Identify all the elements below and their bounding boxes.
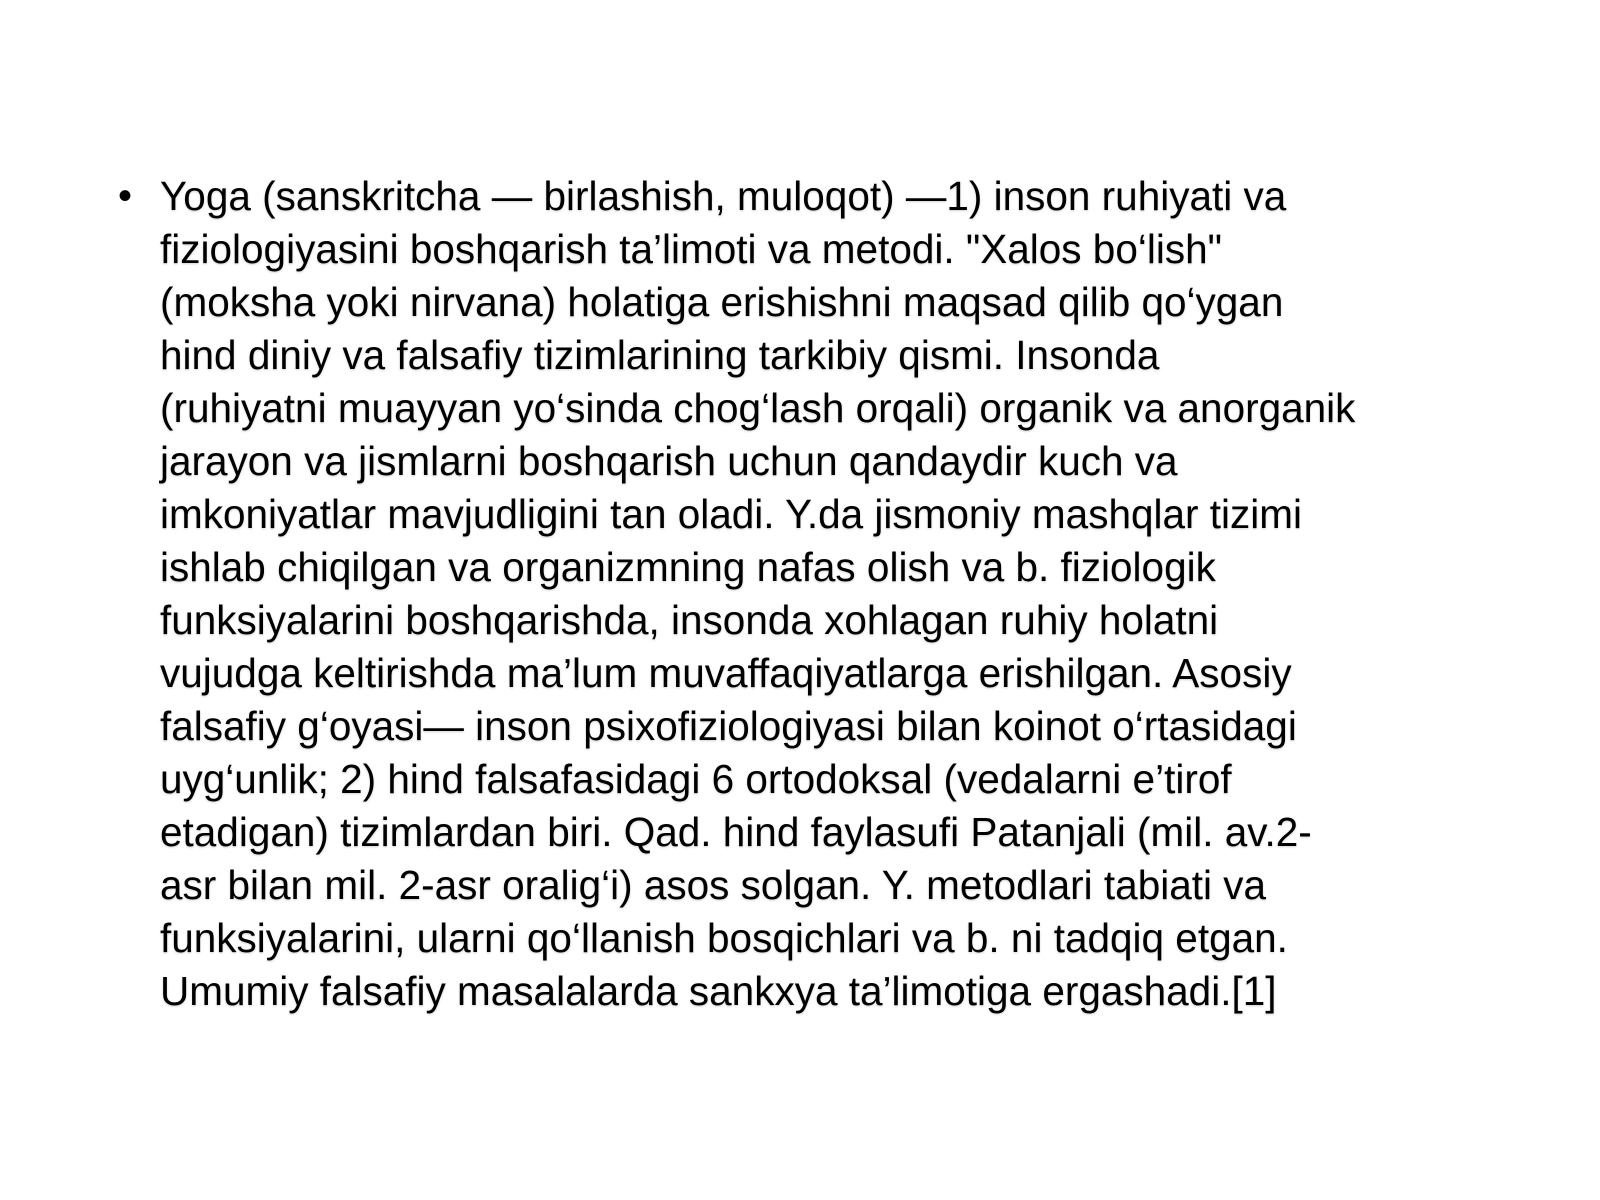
text-line: ishlab chiqilgan va organizmning nafas olish va b. fiziologik: [160, 544, 1216, 590]
bullet-text: [160, 170, 1498, 1018]
text-line: asr bilan mil. 2-asr oralig‘i) asos solgan. Y. metodlari tabiati va: [160, 862, 1267, 908]
text-line: funksiyalarini, ularni qo‘llanish bosqichlari va b. ni tadqiq etgan.: [160, 915, 1288, 961]
text-line: imkoniyatlar mavjudligini tan oladi. Y.da jismoniy mashqlar tizimi: [160, 491, 1302, 537]
text-line: falsafiy g‘oyasi— inson psixofiziologiyasi bilan koinot o‘rtasidagi: [160, 703, 1297, 749]
text-line: hind diniy va falsafiy tizimlarining tarkibiy qismi. Insonda: [160, 332, 1160, 378]
text-line: fiziologiyasini boshqarish ta’limoti va metodi. "Xalos bo‘lish": [160, 226, 1222, 272]
slide-content: [118, 170, 1498, 1018]
text-line: uyg‘unlik; 2) hind falsafasidagi 6 ortodoksal (vedalarni e’tirof: [160, 756, 1232, 802]
text-line: funksiyalarini boshqarishda, insonda xohlagan ruhiy holatni: [160, 597, 1219, 643]
bullet-icon: •: [118, 174, 133, 218]
text-line: (moksha yoki nirvana) holatiga erishishni maqsad qilib qo‘ygan: [160, 279, 1284, 325]
text-line: etadigan) tizimlardan biri. Qad. hind faylasufi Patanjali (mil. av.2-: [160, 809, 1312, 855]
text-line: Yoga (sanskritcha — birlashish, muloqot) —1) inson ruhiyati va: [160, 173, 1287, 219]
bullet-item: [118, 170, 1498, 1018]
text-line: (ruhiyatni muayyan yo‘sinda chog‘lash orqali) organik va anorganik: [160, 385, 1356, 431]
text-line: Umumiy falsafiy masalalarda sankxya ta’limotiga ergashadi.[1]: [160, 968, 1277, 1014]
text-line: vujudga keltirishda ma’lum muvaffaqiyatlarga erishilgan. Asosiy: [160, 650, 1292, 696]
text-line: jarayon va jismlarni boshqarish uchun qandaydir kuch va: [160, 438, 1178, 484]
